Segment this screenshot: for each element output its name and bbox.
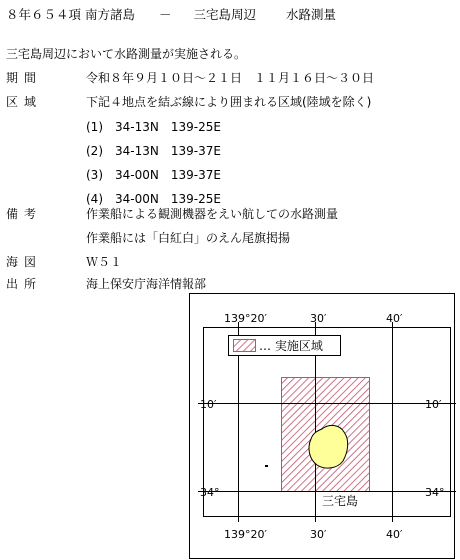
area-point-2: (2) 34-13N 139-37E <box>86 144 221 158</box>
left-tick-2: 34° <box>200 486 220 499</box>
period-value: 令和８年９月１０日～２１日 １１月１６日～３０日 <box>86 71 375 85</box>
remarks-label: 備考 <box>6 207 43 221</box>
source-value: 海上保安庁海洋情報部 <box>86 277 207 291</box>
notice-place: 三宅島周辺 <box>193 7 257 22</box>
chart-label: 海図 <box>6 255 43 269</box>
notice-subject: 水路測量 <box>285 7 336 22</box>
period-label: 期間 <box>6 71 43 85</box>
source-label: 出所 <box>6 277 43 291</box>
notice-region: 南方諸島 <box>85 7 136 22</box>
bottom-tick-3: 40′ <box>386 528 403 541</box>
top-tick-1: 139°20′ <box>224 312 267 325</box>
top-tick-2: 30′ <box>310 312 327 325</box>
bottom-tick-1: 139°20′ <box>224 528 267 541</box>
area-point-3: (3) 34-00N 139-37E <box>86 168 221 182</box>
area-label: 区域 <box>6 95 43 109</box>
island-label: 三宅島 <box>322 494 359 508</box>
left-tick-1: 10′ <box>200 398 217 411</box>
area-point-4: (4) 34-00N 139-25E <box>86 192 221 206</box>
chart-value: Ｗ５１ <box>86 255 123 269</box>
area-point-1: (1) 34-13N 139-25E <box>86 120 221 134</box>
remarks-line-2: 作業船には「白紅白」のえん尾旗掲揚 <box>86 231 291 245</box>
legend-swatch <box>234 340 256 352</box>
intro-text: 三宅島周辺において水路測量が実施される。 <box>6 47 247 61</box>
right-tick-1: 10′ <box>425 398 442 411</box>
islet <box>265 465 268 467</box>
bottom-tick-2: 30′ <box>310 528 327 541</box>
area-value: 下記４地点を結ぶ線により囲まれる区域(陸域を除く) <box>86 95 372 109</box>
remarks-line-1: 作業船による観測機器をえい航しての水路測量 <box>86 207 339 221</box>
notice-number: ８年６５４項 <box>6 7 82 22</box>
right-tick-2: 34° <box>425 486 445 499</box>
legend-text: … 実施区域 <box>259 339 323 353</box>
top-tick-3: 40′ <box>386 312 403 325</box>
title-dash: － <box>159 7 172 22</box>
